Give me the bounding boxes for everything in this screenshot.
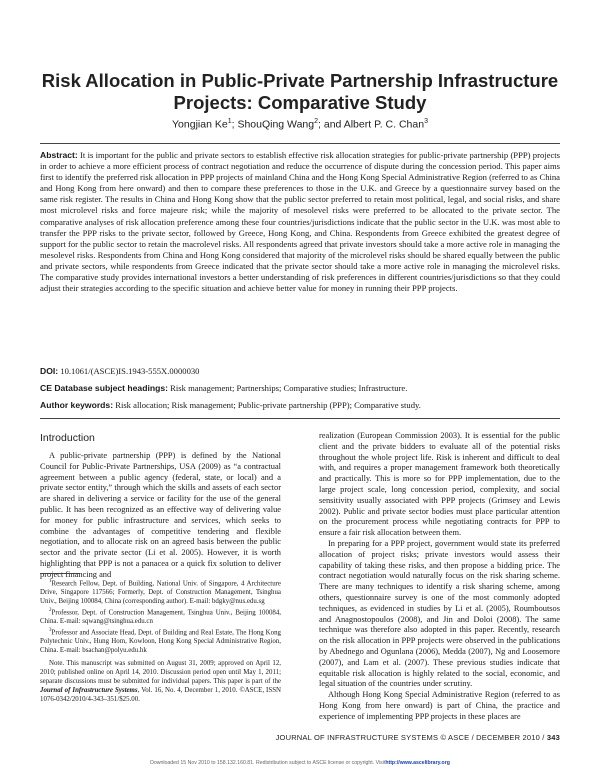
ascelibrary-link[interactable]: http://www.ascelibrary.org [385,760,450,766]
note-text: Note. This manuscript was submitted on August 31, 2009; approved on April 12, 2010; published online on April 14, 2010. Discussion period open until May 1, 2011; separate discussions must be submitted for individual papers. This paper is part of the [40,660,281,685]
footnote [40,578,281,607]
right-column [319,431,560,723]
section-heading-introduction: Introduction [40,432,95,444]
footnote-text: Research Fellow, Dept. of Building, National Univ. of Singapore, 4 Architecture Drive, Singapore 117566; Formerly, Dept. of Construction Management, Tsinghua Univ., Beijing 100084, China (corresponding author). E-mail: bdgky@nus.edu.sg [40,580,281,606]
author-name: Yongjian Ke [172,118,228,131]
abstract-label: Abstract: [40,150,78,160]
note-text: , Vol. 16, No. 4, December 1, 2010. ©ASCE, ISSN 1076-0342/2010/4-343–351/$25.00. [40,686,281,703]
keywords-label: Author keywords: [40,400,114,410]
left-column [40,451,281,581]
author-mark: 2 [314,118,319,125]
footnote [40,607,281,627]
abstract-text: It is important for the public and private sectors to establish effective risk allocation strategies for public-private partnership (PPP) projects in order to achieve a more efficient process of contract negotiation and reduce the occurrence of dispute during the concession period. This paper aims first to identify the preferred risk allocation in PPP projects of mainland China and the Hong Kong Special Administrative Region (referred to as China and Hong Kong from here onward) and then to compare these preferences to those in the U.K. and Greece by a questionnaire survey based on the same risk register. The results in China and Hong Kong show that the public sector preferred to retain most political, legal, and social risks, and share most microlevel risks and force majeure risk; while the majority of mesolevel risks were preferred to be allocated to the private sector. The comparative analyses of risk allocation preference among these four countries/jurisdictions indicate that the public sector in the U.K. was most able to transfer the PPP risks to the private sector, followed by Greece, Hong Kong, and China. Respondents from Greece exhibited the greatest degree of support for the public sector to retain the macrolevel risks. All respondents agreed that private investors should take a more active role in managing the mesolevel risks. Respondents from China and Hong Kong considered that majority of the microlevel risks should be shared equally between the public and private sectors, while respondents from Greece indicated that the private sector should take a more active role in managing the microlevel risks. The comparative study provides international investors a better understanding of risk preferences in different countries/jurisdictions so that they could adjust their strategies according to the specific situation and achieve better value for money in running their PPP projects. [40,150,560,294]
author-separator: ; and [318,118,344,131]
author-separator: ; [231,118,238,131]
body-paragraph: A public-private partnership (PPP) is defined by the National Council for Public-Private Partnerships, USA (2009) as “a contractual agreement between a public agency (federal, state, or local) and a private sector entity,” through which the skills and assets of each sector are shared in delivering a service or facility for the use of the general public. It has been recognized as an effective way of delivering value for money for public infrastructure and services, which seeks to combine the advantages of competitive tendering and flexible negotiation, and to allocate risk on an agreed basis between the public sector and the private sector (Li et al. 2005). However, it is worth highlighting that PPP is not a panacea or a quick fix solution to deliver project financing and [40,451,281,579]
author-mark: 1 [227,118,232,125]
submission-note [40,660,281,705]
footnote-rule [40,573,80,574]
abstract-block [40,150,560,294]
author-name: ShouQing Wang [237,118,315,131]
download-text: Downloaded 15 Nov 2010 to 158.132.160.81. Redistribution subject to ASCE license or copyright. Visit [150,760,386,766]
footnote-mark: 2 [49,608,52,614]
page-number: 343 [546,733,560,742]
footnote [40,627,281,656]
ce-headings-value: Risk management; Partnerships; Comparative studies; Infrastructure. [170,383,408,393]
paper-title: Risk Allocation in Public-Private Partnership Infrastructure Projects: Comparative Study [41,70,559,113]
body-paragraph: In preparing for a PPP project, government would state its preferred allocation of project risks; private investors would assess their capability of taking these risks, and then propose a bidding price. The contract negotiation would naturally focus on the risk sharing scheme. There are many techniques to identify a risk sharing scheme, among others, questionnaire survey is one of the most commonly adopted techniques, as evidenced in studies by Li et al. (2005), Roumboutsos and Anagnostopoulos (2008), and Jin and Doloi (2008). The same technique was therefore also adopted in this paper. Recently, research on the risk allocation in PPP projects were observed in the publications by Abednego and Ogunlana (2006), Medda (2007), Ng and Loosemore (2007), and Lam et al. (2007). These previous studies indicate that equitable risk allocation is highly related to the social, economic, and legal situation of the countries under scrutiny. [319,538,560,689]
footnotes [40,578,281,705]
body-paragraph: realization (European Commission 2003). It is essential for the public client and the private bidders to evaluate all of the potential risks throughout the whole project life. Risk is inherent and difficult to deal with, and requires a proper management framework both theoretically and practically. This is more so for PPP implementation, due to the large project scale, long concession period, complexity, and social sensitivity usually associated with PPP projects (Grimsey and Lewis 2002). Public and private sector bodies must place particular attention on the procurement process while negotiating contracts for PPP to ensure a fair risk allocation between them. [319,431,560,538]
note-journal: Journal of Infrastructure Systems [40,686,138,694]
body-paragraph: Although Hong Kong Special Administrative Region (referred to as Hong Kong from here onward) is part of China, the practice and experience of implementing PPP projects in these places are [319,690,560,721]
doi-line [40,366,560,377]
footnote-mark: 3 [49,628,52,634]
footnote-text: Professor, Dept. of Construction Management, Tsinghua Univ., Beijing 100084, China. E-mail: sqwang@tsinghua.edu.cn [40,609,281,626]
author-list [40,118,560,131]
doi-label: DOI: [40,366,59,376]
abstract-rule [40,418,560,419]
journal-line: JOURNAL OF INFRASTRUCTURE SYSTEMS © ASCE / DECEMBER 2010 / [275,733,545,742]
keywords-line [40,400,560,411]
footnote-mark: 1 [49,579,52,584]
author-name: Albert P. C. Chan [343,118,425,131]
doi-value[interactable]: 10.1061/(ASCE)IS.1943-555X.0000030 [60,366,200,376]
footnote-text: Professor and Associate Head, Dept. of Building and Real Estate, The Hong Kong Polytechnic Univ., Hung Hom, Kowloon, Hong Kong Special Administrative Region, China. E-mail: bsachan@polyu.edu.hk [40,629,281,655]
download-notice [0,760,600,766]
journal-footer [276,733,560,742]
ce-headings-label: CE Database subject headings: [40,383,168,393]
ce-headings-line [40,383,560,394]
author-mark: 3 [424,118,428,125]
keywords-value: Risk allocation; Risk management; Public-private partnership (PPP); Comparative study. [115,400,421,410]
header-rule [40,143,560,144]
